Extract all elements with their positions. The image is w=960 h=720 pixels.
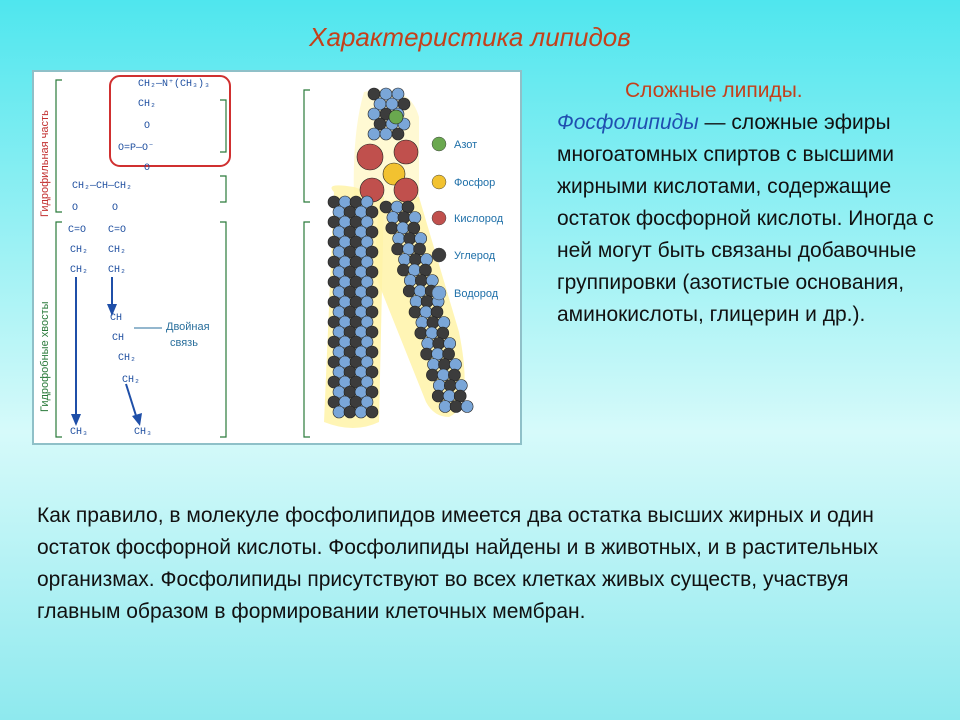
formula-ch-2: CH (112, 333, 125, 344)
tail-atom (426, 369, 438, 381)
formula-ch2: CH₂ (138, 99, 157, 110)
tail-atom (408, 222, 420, 234)
formula-ch2-3: CH₂ (108, 245, 127, 256)
definition-block (557, 75, 937, 331)
tail-atom (420, 306, 432, 318)
legend-dot-oxygen (432, 211, 446, 225)
formula-ch3-2: CH₃ (134, 427, 153, 438)
tail-atom (410, 296, 422, 308)
tail-arrow-2b-head (132, 413, 142, 426)
tail-atom (439, 401, 451, 413)
tail-atom (438, 317, 450, 329)
tail-atom (450, 401, 462, 413)
tail-atom (397, 222, 409, 234)
oxygen-atom (394, 140, 418, 164)
double-bond-label-2: связь (170, 337, 198, 349)
tail-atom (455, 380, 467, 392)
legend-dot-hydrogen (432, 286, 446, 300)
tail-arrow-1-head (71, 414, 81, 426)
hydrophobic-bracket (56, 222, 62, 437)
tail-atom (333, 406, 345, 418)
bottom-paragraph: Как правило, в молекуле фосфолипидов имеется два остатка высших жирных и один остаток фосфорной кислоты. Фосфолипиды найдены и в животных, и в растительных организмах. Фосфолипиды присутствуют во всех клетках живых существ, участвуя главным образом в формировании клеточных мембран. (37, 504, 879, 623)
formula-o-2: O (144, 163, 151, 174)
tail-atom (415, 233, 427, 245)
legend-label-oxygen: Кислород (454, 213, 504, 225)
formula-po: O=P—O⁻ (118, 143, 155, 154)
tail-atom (421, 254, 433, 266)
tail-atom (414, 243, 426, 255)
tail-atom (403, 243, 415, 255)
tail-atom (397, 264, 409, 276)
hydrophilic-bracket (56, 80, 62, 212)
atom-legend (432, 137, 504, 300)
formula-o-1: O (144, 121, 151, 132)
tail-atom (410, 254, 422, 266)
tail-atom (439, 359, 451, 371)
tail-atom (443, 390, 455, 402)
bracket-right-2 (304, 222, 310, 437)
tail-atom (404, 275, 416, 287)
oxygen-atom (357, 144, 383, 170)
tail-atom (421, 348, 433, 360)
legend-label-nitrogen: Азот (454, 139, 478, 151)
tail-atom (450, 359, 462, 371)
tail-atom (387, 212, 399, 224)
tail-atom (437, 327, 449, 339)
tail-atom (415, 275, 427, 287)
hydrophilic-part-label: Гидрофильная часть (39, 110, 51, 217)
tail-atom (421, 296, 433, 308)
legend-label-carbon: Углерод (454, 250, 496, 262)
tail-atom (444, 338, 456, 350)
formula-ch2-5: CH₂ (108, 265, 127, 276)
space-filling-model (324, 88, 473, 428)
tail-atom (461, 401, 473, 413)
tail-atom (443, 348, 455, 360)
tail-atom (416, 317, 428, 329)
formula-ch2-4: CH₂ (70, 265, 89, 276)
hydrophobic-tails-label: Гидрофобные хвосты (39, 301, 51, 412)
bracket-mid-3 (220, 222, 226, 437)
formula-ester-1: C=O (68, 225, 87, 236)
tail-atom (426, 327, 438, 339)
slide-title: Характеристика липидов (309, 22, 631, 52)
tail-atom (427, 317, 439, 329)
tail-atom (366, 406, 378, 418)
formula-glycerol: CH₂—CH—CH₂ (72, 181, 133, 192)
formula-ch-1: CH (110, 313, 123, 324)
tail-atom (426, 275, 438, 287)
tail-atom (409, 306, 421, 318)
formula-head: CH₂—N⁺(CH₃)₃ (138, 79, 211, 90)
tail-atom (432, 390, 444, 402)
tail-atom (386, 222, 398, 234)
tail-atom (393, 233, 405, 245)
tail-atom (428, 359, 440, 371)
tail-atom (402, 201, 414, 213)
term-phospholipids: Фосфолипиды (557, 111, 699, 134)
subtitle: Сложные липиды. (625, 79, 803, 102)
tail-atom (444, 380, 456, 392)
tail-atom (454, 390, 466, 402)
legend-dot-phosphorus (432, 175, 446, 189)
tail-atom (419, 264, 431, 276)
tail-atom (403, 285, 415, 297)
tail-atom (391, 201, 403, 213)
tail-atom (437, 369, 449, 381)
formula-o-3: O (72, 203, 79, 214)
double-bond-label-1: Двойная (166, 321, 210, 333)
tail-atom (355, 406, 367, 418)
tail-atom (408, 264, 420, 276)
formula-ch2-7: CH₂ (122, 375, 141, 386)
formula-ch2-6: CH₂ (118, 353, 137, 364)
tail-atom (422, 338, 434, 350)
formula-ch3-1: CH₃ (70, 427, 89, 438)
tail-atom (409, 212, 421, 224)
nitrogen-atom (389, 110, 403, 124)
tail-atom (433, 380, 445, 392)
tail-atom (344, 406, 356, 418)
tail-atom (380, 201, 392, 213)
formula-o-4: O (112, 203, 119, 214)
tail-atom (399, 254, 411, 266)
definition-text: — сложные эфиры многоатомных спиртов с высшими жирными кислотами, содержащие остаток фосфорной кислоты. Иногда с ней могут быть связаны добавочные группировки (азотистые основания, аминокислоты, глицерин и др.). (557, 111, 934, 326)
tail-atom (392, 243, 404, 255)
head-atom (368, 128, 380, 140)
legend-dot-carbon (432, 248, 446, 262)
legend-label-phosphorus: Фосфор (454, 177, 496, 189)
legend-dot-nitrogen (432, 137, 446, 151)
formula-ch2-2: CH₂ (70, 245, 89, 256)
phospholipid-diagram (34, 72, 524, 447)
tail-atom (432, 348, 444, 360)
bracket-mid-1 (220, 100, 226, 152)
tail-atom (404, 233, 416, 245)
tail-atom (448, 369, 460, 381)
head-atom (380, 128, 392, 140)
tail-atom (414, 285, 426, 297)
bracket-right-1 (304, 90, 310, 202)
oxygen-atom (394, 178, 418, 202)
tail-atom (431, 306, 443, 318)
phospholipid-figure (32, 70, 522, 445)
tail-atom (398, 212, 410, 224)
tail-atom (415, 327, 427, 339)
bracket-mid-2 (220, 176, 226, 202)
legend-label-hydrogen: Водород (454, 288, 499, 300)
formula-ester-2: C=O (108, 225, 127, 236)
tail-atom (433, 338, 445, 350)
head-atom (392, 128, 404, 140)
